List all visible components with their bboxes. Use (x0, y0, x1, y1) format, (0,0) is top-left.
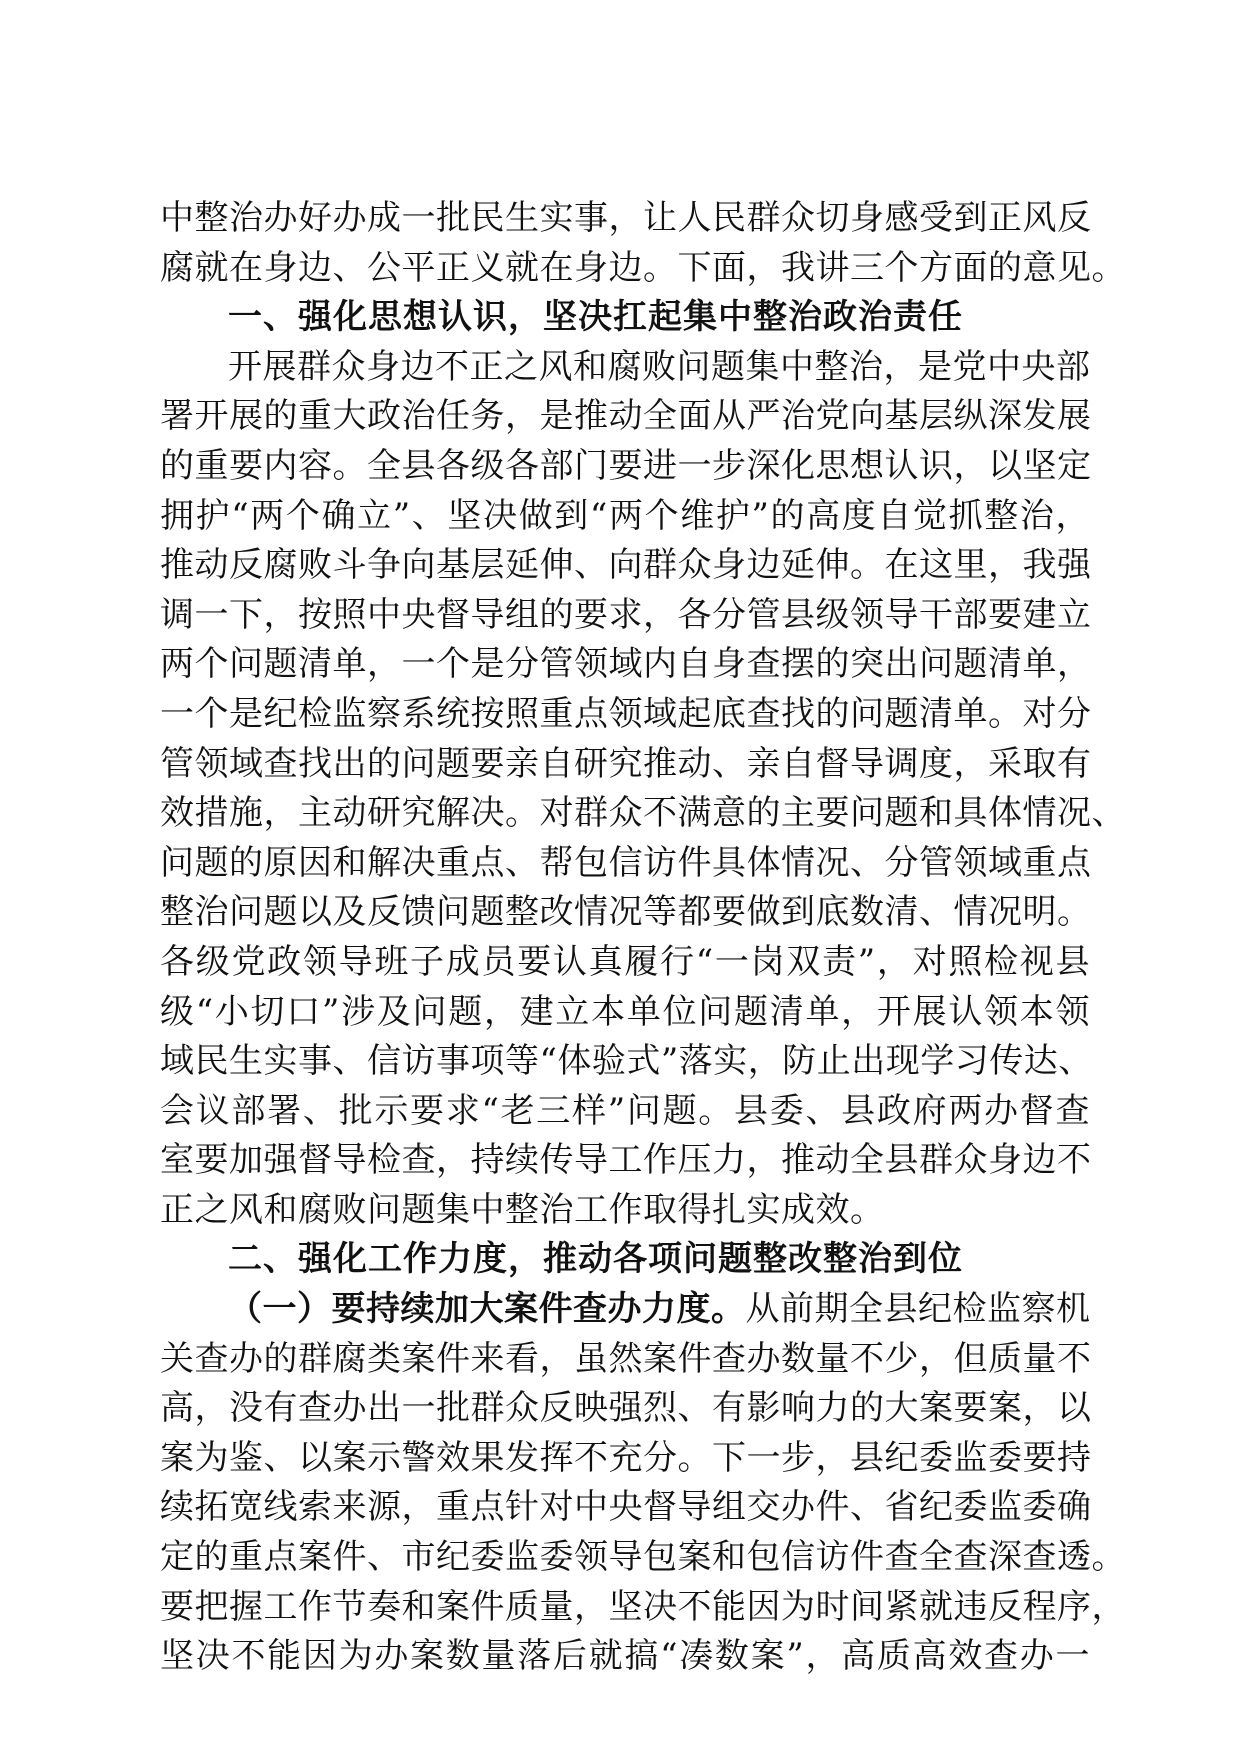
paragraph-line: 要把握工作节奏和案件质量，坚决不能因为时间紧就违反程序， (160, 1586, 1126, 1627)
paragraph-line: 各级党政领导班子成员要认真履行“一岗双责”，对照检视县 (160, 941, 1090, 982)
paragraph-line: 署开展的重大政治任务，是推动全面从严治党向基层纵深发展 (160, 396, 1092, 437)
paragraph-line: 问题的原因和解决重点、帮包信访件具体情况、分管领域重点 (160, 842, 1092, 883)
paragraph-line: 推动反腐败斗争向基层延伸、向群众身边延伸。在这里，我强 (160, 545, 1092, 586)
paragraph-line: 定的重点案件、市纪委监委领导包案和包信访件查全查深查透。 (160, 1537, 1126, 1578)
paragraph-line: 两个问题清单，一个是分管领域内自身查摆的突出问题清单， (160, 644, 1092, 685)
paragraph-line: 域民生实事、信访事项等“体验式”落实，防止出现学习传达、 (160, 1041, 1093, 1082)
paragraph-line: 一个是纪检监察系统按照重点领域起底查找的问题清单。对分 (160, 693, 1092, 734)
paragraph-line: 案为鉴、以案示警效果发挥不充分。下一步，县纪委监委要持 (160, 1437, 1092, 1478)
paragraph-line (160, 1285, 1090, 1335)
paragraph-line: 室要加强督导检查，持续传导工作压力，推动全县群众身边不 (160, 1140, 1092, 1181)
paragraph-line: 正之风和腐败问题集中整治工作取得扎实成效。 (160, 1189, 885, 1230)
paragraph-line: 开展群众身边不正之风和腐败问题集中整治，是党中央部 (228, 346, 1091, 387)
paragraph-line: 效措施，主动研究解决。对群众不满意的主要问题和具体情况、 (160, 793, 1126, 834)
paragraph-text: 从前期全县纪检监察机 (745, 1289, 1091, 1330)
subsection-heading-1: （一）要持续加大案件查办力度。 (228, 1289, 746, 1330)
paragraph-line: 腐就在身边、公平正义就在身边。下面，我讲三个方面的意见。 (160, 247, 1126, 288)
paragraph-line: 整治问题以及反馈问题整改情况等都要做到底数清、情况明。 (160, 892, 1092, 933)
paragraph-line: 高，没有查办出一批群众反映强烈、有影响力的大案要案，以 (160, 1388, 1092, 1429)
section-heading-2: 二、强化工作力度，推动各项问题整改整治到位 (228, 1239, 963, 1280)
paragraph-line: 调一下，按照中央督导组的要求，各分管县级领导干部要建立 (160, 594, 1092, 635)
paragraph-line: 中整治办好办成一批民生实事，让人民群众切身感受到正风反 (160, 198, 1092, 238)
paragraph-line: 会议部署、批示要求“老三样”问题。县委、县政府两办督查 (160, 1090, 1090, 1131)
paragraph-line: 关查办的群腐类案件来看，虽然案件查办数量不少，但质量不 (160, 1338, 1092, 1379)
paragraph-line: 级“小切口”涉及问题，建立本单位问题清单，开展认领本领 (160, 991, 1090, 1032)
document-body (160, 194, 1126, 1682)
paragraph-line: 的重要内容。全县各级各部门要进一步深化思想认识，以坚定 (160, 445, 1092, 486)
paragraph-line: 坚决不能因为办案数量落后就搞“凑数案”，高质高效查办一 (160, 1636, 1090, 1677)
paragraph-line: 拥护“两个确立”、坚决做到“两个维护”的高度自觉抓整治， (160, 495, 1090, 536)
paragraph-line: 管领域查找出的问题要亲自研究推动、亲自督导调度，采取有 (160, 743, 1092, 784)
section-heading-1: 一、强化思想认识，坚决扛起集中整治政治责任 (228, 297, 963, 338)
paragraph-line: 续拓宽线索来源，重点针对中央督导组交办件、省纪委监委确 (160, 1487, 1092, 1528)
